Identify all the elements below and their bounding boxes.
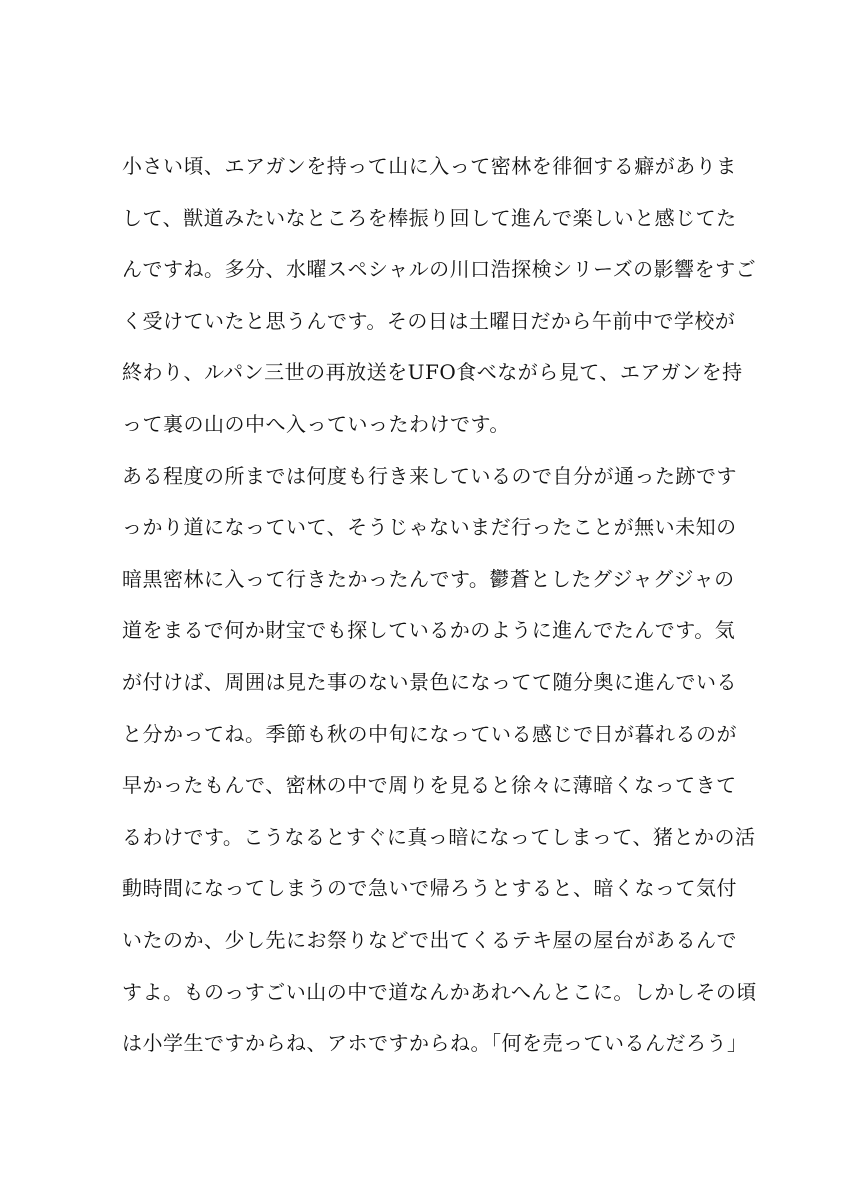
text-line: 道をまるで何か財宝でも探しているかのように進んでたんです。気 bbox=[122, 618, 736, 643]
text-line: 暗黒密林に入って行きたかったんです。鬱蒼としたグジャグジャの bbox=[122, 566, 735, 591]
text-line: っかり道になっていて、そうじゃないまだ行ったことが無い未知の bbox=[122, 515, 737, 540]
text-line: って裏の山の中へ入っていったわけです。 bbox=[122, 411, 510, 436]
text-line: 早かったもんで、密林の中で周りを見ると徐々に薄暗くなってきて bbox=[122, 773, 737, 798]
text-line: すよ。ものっすごい山の中で道なんかあれへんとこに。しかしその頃 bbox=[122, 979, 757, 1004]
text-line: 動時間になってしまうので急いで帰ろうとすると、暗くなって気付 bbox=[122, 876, 737, 901]
text-line: して、獣道みたいなところを棒振り回して進んで楽しいと感じてた bbox=[122, 205, 737, 230]
text-line: が付けば、周囲は見た事のない景色になってて随分奥に進んでいる bbox=[122, 669, 737, 694]
text-line: るわけです。こうなるとすぐに真っ暗になってしまって、猪とかの活 bbox=[122, 824, 756, 849]
text-line: 小さい頃、エアガンを持って山に入って密林を徘徊する癖がありま bbox=[122, 154, 737, 178]
body-text bbox=[122, 144, 757, 1073]
text-line: と分かってね。季節も秋の中旬になっている感じで日が暮れるのが bbox=[122, 721, 737, 746]
text-line: く受けていたと思うんです。その日は土曜日だから午前中で学校が bbox=[122, 308, 736, 333]
text-line: んですね。多分、水曜スペシャルの川口浩探検シリーズの影響をすご bbox=[122, 257, 757, 282]
text-line: いたのか、少し先にお祭りなどで出てくるテキ屋の屋台があるんで bbox=[122, 927, 737, 952]
text-line: は小学生ですからね、アホですからね。「何を売っているんだろう」 bbox=[122, 1031, 748, 1056]
text-line: 終わり、ルパン三世の再放送をUFO食べながら見て、エアガンを持 bbox=[122, 360, 743, 385]
text-line: ある程度の所までは何度も行き来しているので自分が通った跡です bbox=[122, 463, 737, 488]
